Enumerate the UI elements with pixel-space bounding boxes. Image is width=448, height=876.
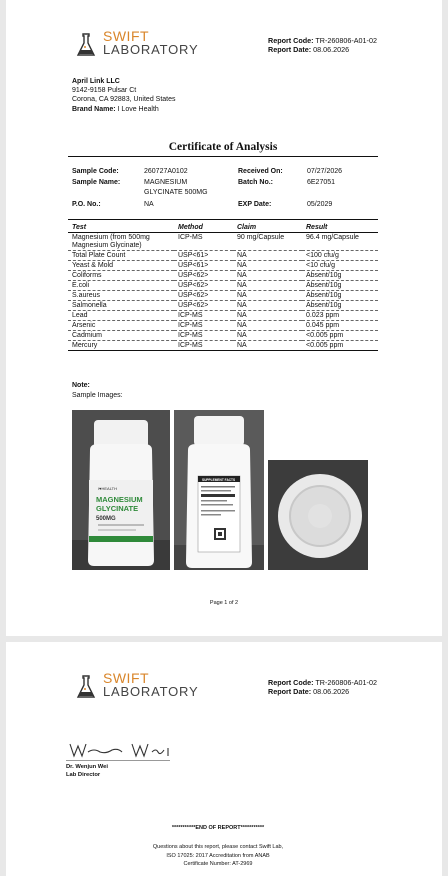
footer [0,843,436,869]
cell-test: Arsenic [68,321,174,331]
table-row [68,281,378,291]
cell-test: S.aureus [68,291,174,301]
report-code-label: Report Code: [268,678,314,687]
logo-name-line2: LABORATORY [103,42,199,57]
cell-test-line1: Magnesium (from 500mg [72,234,150,241]
cell-test: Mercury [68,341,174,351]
signatory-role: Lab Director [66,772,101,778]
cell-claim: NA [233,251,302,261]
cell-result: <10 cfu/g [302,261,378,271]
client-city: Corona, CA 92883, United States [72,96,176,104]
signature-line [66,760,170,761]
cell-claim: NA [233,311,302,321]
cell-result: <0.005 ppm [302,331,378,341]
sample-code-label: Sample Code: [72,168,119,175]
client-address [72,77,176,114]
signature-scribble [66,738,176,760]
cell-result: Absent/10g [302,271,378,281]
cell-result: Absent/10g [302,301,378,311]
sample-code: 260727A0102 [144,168,188,175]
sample-photo-bottom [268,460,368,570]
sample-photo-front [72,410,170,570]
cell-method: ICP-MS [174,311,233,321]
batch-label: Batch No.: [238,179,273,186]
cell-test: Salmonella [68,301,174,311]
cell-result: Absent/10g [302,281,378,291]
client-company: April Link LLC [72,78,120,85]
cell-test: Coliforms [68,271,174,281]
received-label: Received On: [238,168,283,175]
table-row [68,301,378,311]
table-row [68,233,378,251]
cell-claim: NA [233,341,302,351]
cell-result: 0.023 ppm [302,311,378,321]
brand-name: I Love Health [117,105,159,113]
table-row [68,341,378,351]
cell-result: <0.005 ppm [302,341,378,351]
cell-result: 96.4 mg/Capsule [302,233,378,251]
cell-method: USP<61> [174,251,233,261]
report-date: 08.06.2026 [313,44,350,54]
bottle-brand: I♥HEALTH [98,486,117,491]
logo-name-line1: SWIFT [103,670,150,686]
cell-method: USP<62> [174,271,233,281]
cell-test: Yeast & Mold [68,261,174,271]
report-date-label: Report Date: [268,686,312,696]
flask-icon [76,674,96,700]
cell-claim: NA [233,321,302,331]
sample-photo-back [174,410,264,570]
cell-method: USP<62> [174,301,233,311]
po-number: NA [144,201,154,208]
note-label: Note: [72,382,90,389]
cell-claim: NA [233,301,302,311]
end-of-report: ***********END OF REPORT*********** [171,825,265,831]
exp-label: EXP Date: [238,201,272,208]
cell-test: E.coli [68,281,174,291]
cell-test-line2: Magnesium Glycinate) [72,242,142,249]
report-code-label: Report Code: [268,36,314,45]
cell-method: ICP-MS [174,321,233,331]
footer-line3: Certificate Number: AT-2969 [183,861,253,867]
supplement-facts-label: SUPPLEMENT FACTS [202,478,236,482]
cell-claim: NA [233,281,302,291]
report-meta [268,37,377,54]
report-meta [268,679,377,696]
report-date-label: Report Date: [268,44,312,54]
cell-result: 0.045 ppm [302,321,378,331]
lab-logo [76,672,198,700]
table-row [68,321,378,331]
exp-date: 05/2029 [307,201,333,208]
table-row [68,331,378,341]
received-date: 07/27/2026 [307,168,343,175]
cell-method: USP<62> [174,281,233,291]
images-label: Sample Images: [72,391,123,399]
bottle-line1: MAGNESIUM [96,495,143,504]
document-title: Certificate of Analysis [168,141,278,153]
report-code: TR-260806-A01-02 [315,36,377,45]
cell-test: Lead [68,311,174,321]
signatory [66,763,108,779]
table-top-rule [68,219,378,220]
sample-name-label: Sample Name: [72,179,121,186]
cell-claim: NA [233,331,302,341]
logo-name-line1: SWIFT [103,28,150,44]
sample-name-line1: MAGNESIUM [144,179,188,186]
footer-line1: Questions about this report, please contact Swift Lab, [152,844,284,850]
po-label: P.O. No.: [72,201,101,208]
table-row [68,291,378,301]
cell-method: ICP-MS [174,233,233,251]
cell-method: ICP-MS [174,341,233,351]
header-result: Result [302,222,378,233]
cell-method: ICP-MS [174,331,233,341]
table-header-row [68,222,378,233]
table-row [68,251,378,261]
note-section [72,381,123,400]
table-row [68,311,378,321]
header-method: Method [174,222,233,233]
cell-method: USP<61> [174,261,233,271]
sample-name-line2: GLYCINATE 500MG [144,189,208,196]
header-claim: Claim [233,222,302,233]
cell-test: Cadmium [68,331,174,341]
bottle-line2: GLYCINATE [96,504,139,513]
client-street: 9142-9158 Pulsar Ct [72,87,137,95]
report-code: TR-260806-A01-02 [315,678,377,687]
cell-method: USP<62> [174,291,233,301]
signature [66,738,176,765]
report-page-1 [6,0,442,636]
lab-logo [76,30,198,58]
cell-claim: NA [233,291,302,301]
page-number: Page 1 of 2 [209,600,239,606]
cell-result: <100 cfu/g [302,251,378,261]
brand-label: Brand Name: [72,105,116,113]
batch-number: 6E27051 [307,179,336,186]
cell-result: Absent/10g [302,291,378,301]
signatory-name: Dr. Wenjun Wei [66,764,108,770]
table-row [68,271,378,281]
footer-line2: ISO 17025: 2017 Accreditation from ANAB [166,852,270,859]
cell-claim: NA [233,271,302,281]
header-test: Test [68,222,174,233]
cell-claim: 90 mg/Capsule [233,233,302,251]
cell-test [68,233,174,251]
cell-claim: NA [233,261,302,271]
results-table [68,222,378,351]
cell-test: Total Plate Count [68,251,174,261]
bottle-line3: 500MG [96,516,116,522]
table-row [68,261,378,271]
logo-name-line2: LABORATORY [103,684,199,699]
report-date: 08.06.2026 [313,686,350,696]
flask-icon [76,32,96,58]
title-rule [68,156,378,157]
